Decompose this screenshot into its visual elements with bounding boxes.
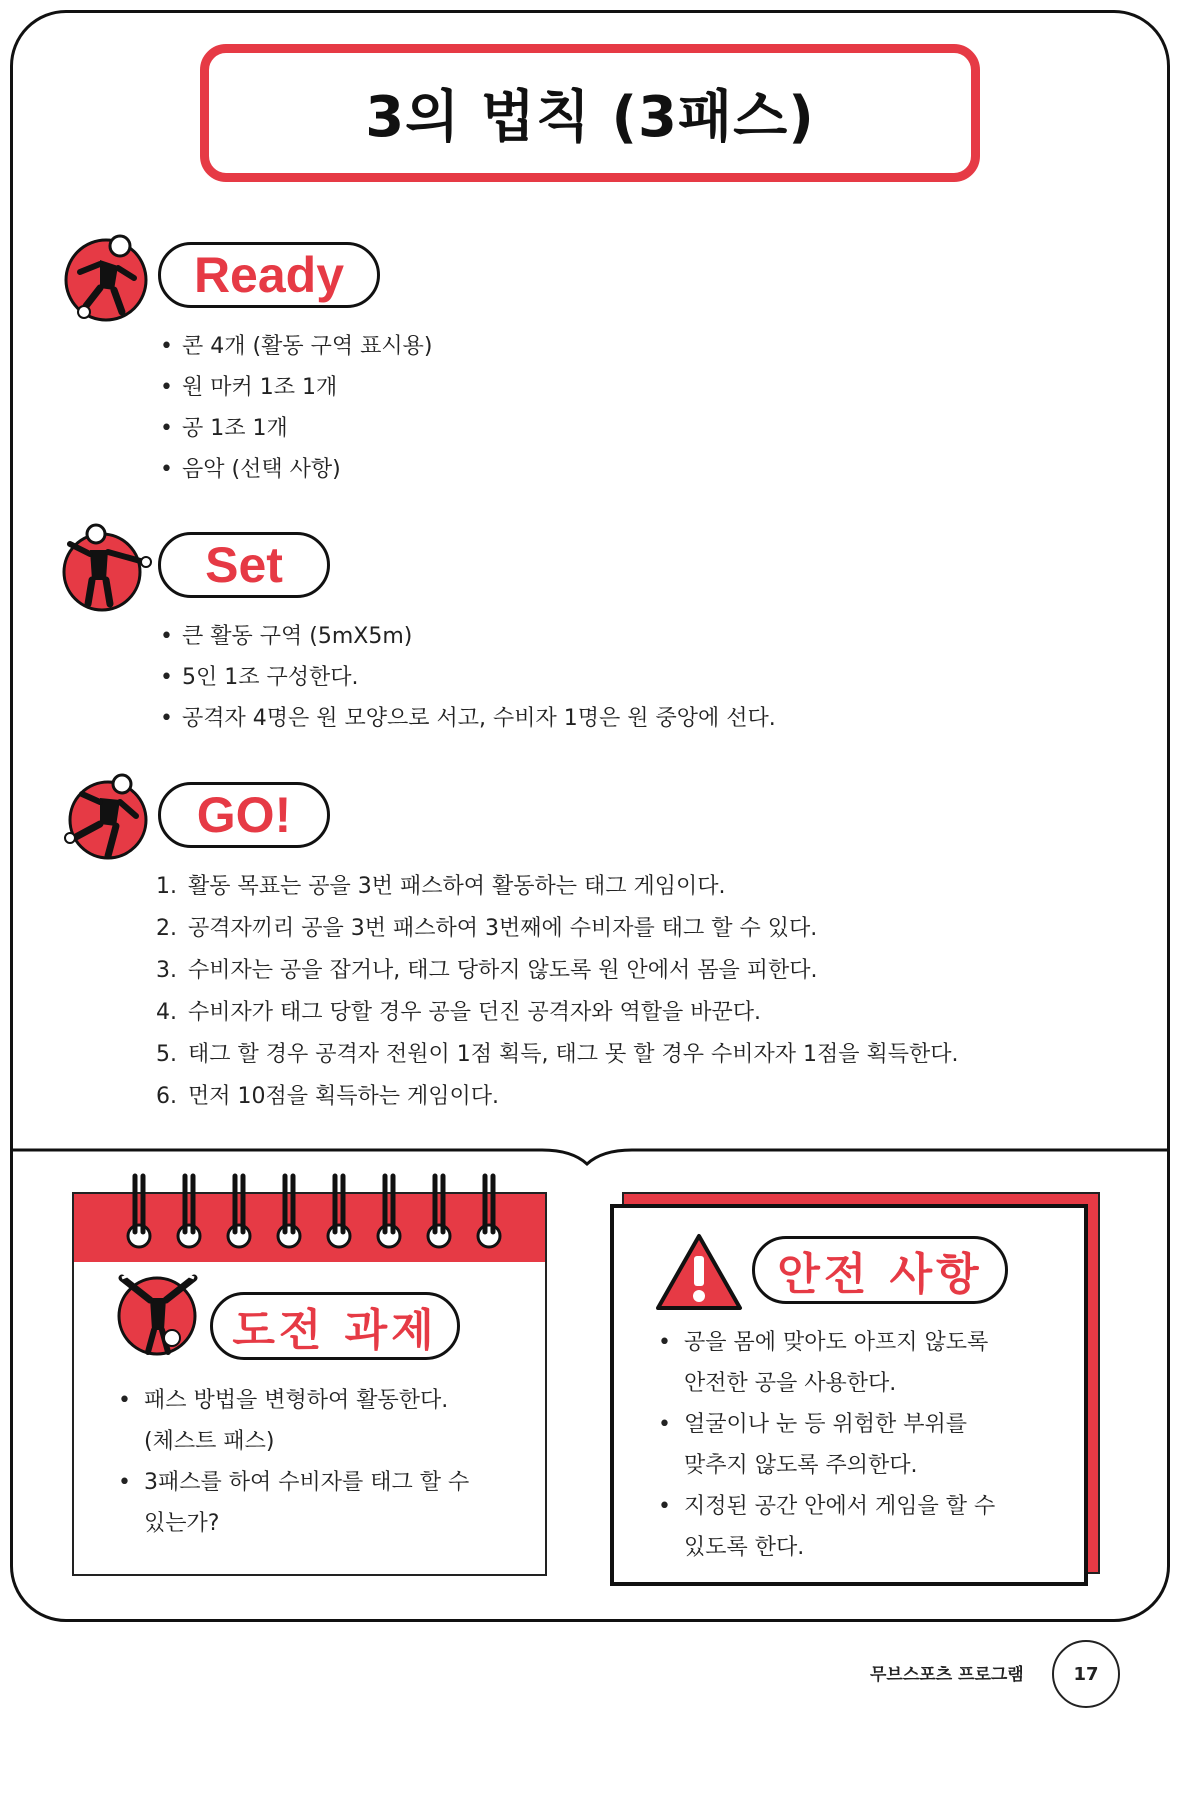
page-number: 17 [1052,1640,1120,1708]
ready-badge: Ready [158,242,380,308]
kicker-icon [60,232,152,324]
list-item: 5. 태그 할 경우 공격자 전원이 1점 획득, 태그 못 할 경우 수비자자 1점을 획득한다. [156,1042,959,1067]
runner-icon [60,772,152,864]
list-item: • 공을 몸에 맞아도 아프지 않도록 안전한 공을 사용한다. [658,1322,995,1404]
set-list [60,616,1120,739]
list-item: • 콘 4개 (활동 구역 표시용) [160,326,1120,367]
acrobat-icon [110,1264,204,1358]
list-item: 4. 수비자가 태그 당할 경우 공을 던진 공격자와 역할을 바꾼다. [156,1000,761,1025]
list-item: • 5인 1조 구성한다. [160,657,1120,698]
set-section [60,522,1120,739]
go-list [60,866,1120,1118]
list-item: • 얼굴이나 눈 등 위험한 부위를 맞추지 않도록 주의한다. [658,1404,995,1486]
challenge-card [72,1192,547,1576]
thrower-icon [60,522,152,614]
ready-list [60,326,1120,490]
list-item: • 공격자 4명은 원 모양으로 서고, 수비자 1명은 원 중앙에 선다. [160,698,1120,739]
list-item: • 원 마커 1조 1개 [160,367,1120,408]
go-section [60,772,1120,1118]
title-box [200,44,980,182]
list-item: 2. 공격자끼리 공을 3번 패스하여 3번째에 수비자를 태그 할 수 있다. [156,916,818,941]
list-item: • 3패스를 하여 수비자를 태그 할 수 있는가? [118,1462,469,1544]
program-name: 무브스포츠 프로그램 [870,1665,1024,1685]
binder-rings [124,1166,514,1266]
challenge-list [118,1380,469,1544]
ready-section [60,232,1120,490]
list-item: • 공 1조 1개 [160,408,1120,449]
list-item: • 패스 방법을 변형하여 활동한다. (체스트 패스) [118,1380,469,1462]
list-item: 1. 활동 목표는 공을 3번 패스하여 활동하는 태그 게임이다. [156,874,726,899]
safety-badge: 안전 사항 [752,1236,1008,1304]
set-badge: Set [158,532,330,598]
go-badge: GO! [158,782,330,848]
safety-card [610,1204,1088,1586]
list-item: • 지정된 공간 안에서 게임을 할 수 있도록 한다. [658,1486,995,1568]
list-item: 3. 수비자는 공을 잡거나, 태그 당하지 않도록 원 안에서 몸을 피한다. [156,958,818,983]
safety-list [658,1322,995,1568]
challenge-badge: 도전 과제 [210,1292,460,1360]
page-title: 3의 법칙 (3패스) [365,85,815,150]
list-item: • 음악 (선택 사항) [160,449,1120,490]
list-item: 6. 먼저 10점을 획득하는 게임이다. [156,1084,499,1109]
list-item: • 큰 활동 구역 (5mX5m) [160,616,1120,657]
warning-icon [654,1232,744,1312]
